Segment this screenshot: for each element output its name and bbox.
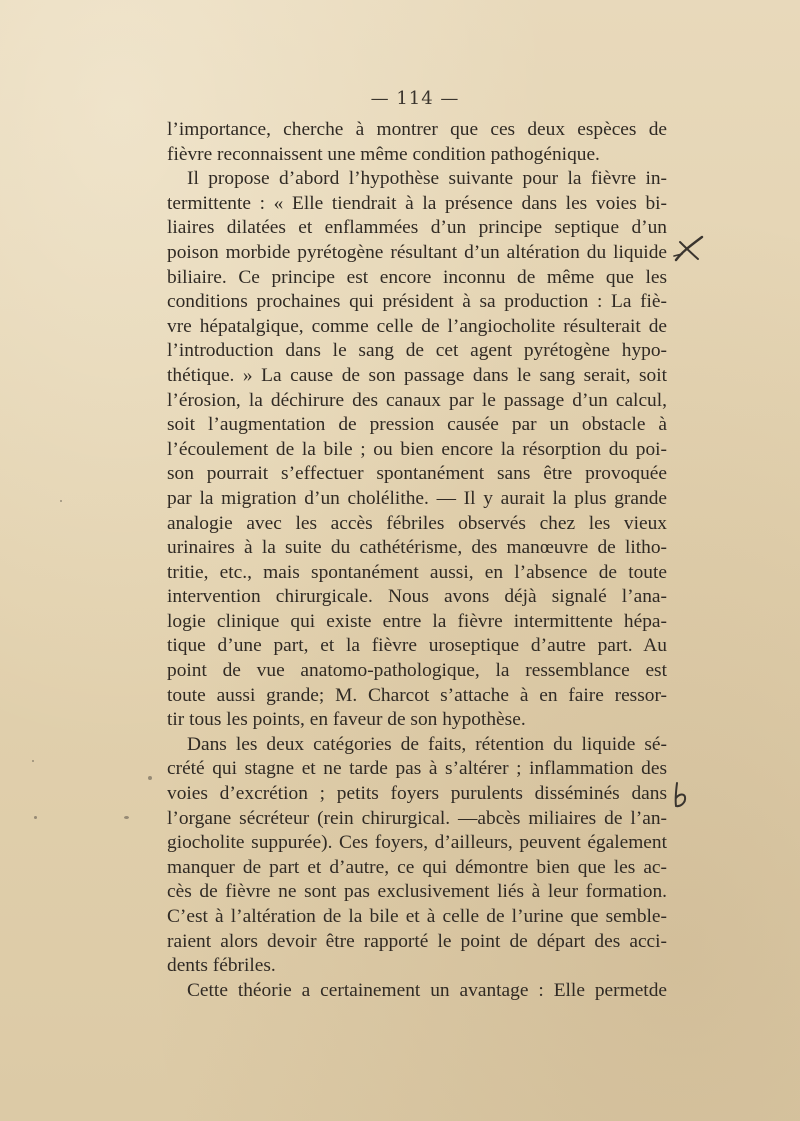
paper-speck <box>34 816 37 819</box>
text-line: poison morbide pyrétogène résultant d’un altération du liquide <box>167 241 667 263</box>
text-line: tique d’une part, et la fièvre uroseptique d’autre part. Au <box>167 635 667 657</box>
text-line: toute aussi grande; M. Charcot s’attache à en faire ressor- <box>167 684 667 706</box>
text-line: termittente : « Elle tiendrait à la présence dans les voies bi- <box>167 192 667 214</box>
text-line: fièvre reconnaissent une même condition pathogénique. <box>167 143 600 165</box>
paragraph-start-line: Cette théorie a certainement un avantage : Elle permetde <box>187 979 667 1001</box>
text-line: tritie, etc., mais spontanément aussi, en l’absence de toute <box>167 561 667 583</box>
text-line: l’importance, cherche à montrer que ces deux espèces de <box>167 119 667 140</box>
paragraph-start-line: Dans les deux catégories de faits, rétention du liquide sé- <box>187 733 667 755</box>
text-line: l’écoulement de la bile ; ou bien encore la résorption du poi- <box>167 438 667 460</box>
text-line: intervention chirurgicale. Nous avons déjà signalé l’ana- <box>167 586 667 608</box>
text-line: crété qui stagne et ne tarde pas à s’altérer ; inflammation des <box>167 758 667 780</box>
text-line: biliaire. Ce principe est encore inconnu de même que les <box>167 266 667 288</box>
text-line: point de vue anatomo-pathologique, la ressemblance est <box>167 660 667 682</box>
paragraph-start-line: Il propose d’abord l’hypothèse suivante pour la fièvre in- <box>187 168 667 190</box>
text-line: l’érosion, la déchirure des canaux par le passage d’un calcul, <box>167 389 667 411</box>
text-line: dents fébriles. <box>167 955 276 977</box>
text-line: l’introduction dans le sang de cet agent pyrétogène hypo- <box>167 340 667 362</box>
text-line: son pourrait s’effectuer spontanément sans être provoquée <box>167 463 667 485</box>
paper-speck <box>124 816 129 819</box>
text-line: liaires dilatées et enflammées d’un principe septique d’un <box>167 217 667 239</box>
text-line: conditions prochaines qui président à sa production : La fiè- <box>167 291 667 313</box>
text-line: analogie avec les accès fébriles observés chez les vieux <box>167 512 667 534</box>
text-line: manquer de part et d’autre, ce qui démontre bien que les ac- <box>167 856 667 878</box>
body-text <box>167 118 667 1003</box>
text-line: raient alors devoir être rapporté le point de départ des acci- <box>167 930 667 952</box>
handwritten-cross-mark <box>672 234 706 264</box>
text-line: voies d’excrétion ; petits foyers purulents disséminés dans <box>167 783 667 805</box>
text-line: giocholite suppurée). Ces foyers, d’ailleurs, peuvent également <box>167 832 667 854</box>
text-line: par la migration d’un cholélithe. — Il y aurait la plus grande <box>167 487 667 509</box>
text-line: cès de fièvre ne sont pas exclusivement liés à leur formation. <box>167 881 667 903</box>
text-line: vre hépatalgique, comme celle de l’angiocholite résulterait de <box>167 315 667 337</box>
text-line: urinaires à la suite du cathétérisme, des manœuvre de litho- <box>167 537 667 559</box>
handwritten-b-mark <box>671 781 691 809</box>
paper-speck <box>60 500 62 502</box>
paper-speck <box>148 776 152 780</box>
text-line: soit l’augmentation de pression causée par un obstacle à <box>167 414 667 436</box>
text-line: logie clinique qui existe entre la fièvre intermittente hépa- <box>167 610 667 632</box>
page-number: — 114 — <box>370 88 460 109</box>
text-line: l’organe sécréteur (rein chirurgical. —abcès miliaires de l’an- <box>167 807 667 829</box>
text-line: tir tous les points, en faveur de son hypothèse. <box>167 709 526 731</box>
text-line: thétique. » La cause de son passage dans le sang serait, soit <box>167 364 667 386</box>
paper-speck <box>32 760 34 762</box>
text-line: C’est à l’altération de la bile et à celle de l’urine que semble- <box>167 906 667 927</box>
